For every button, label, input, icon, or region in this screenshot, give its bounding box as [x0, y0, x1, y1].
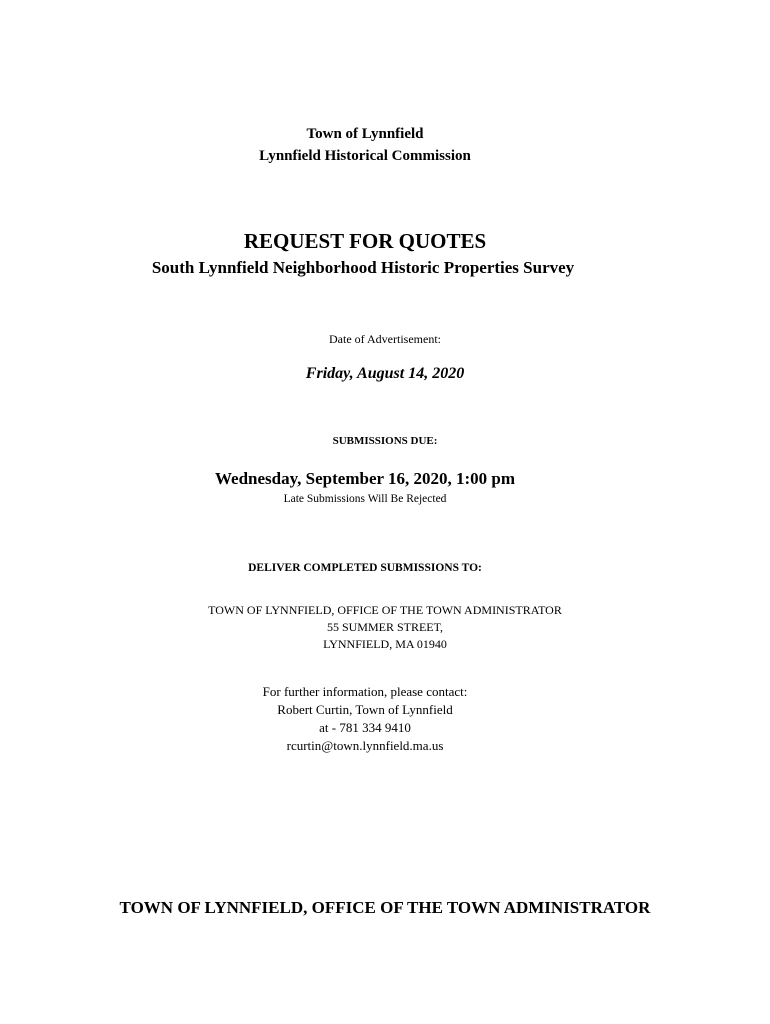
delivery-label: DELIVER COMPLETED SUBMISSIONS TO: — [248, 562, 482, 574]
delivery-address-line-3: LYNNFIELD, MA 01940 — [323, 637, 447, 651]
contact-email: rcurtin@town.lynnfield.ma.us — [286, 738, 444, 753]
delivery-address-line-2: 55 SUMMER STREET, — [326, 620, 444, 634]
contact-phone: at - 781 334 9410 — [319, 720, 411, 735]
submissions-due-date: Wednesday, September 16, 2020, 1:00 pm — [214, 469, 516, 488]
advertisement-date: Friday, August 14, 2020 — [305, 365, 465, 382]
late-submissions-note: Late Submissions Will Be Rejected — [283, 493, 447, 505]
document-title: REQUEST FOR QUOTES — [243, 229, 487, 253]
footer-title: TOWN OF LYNNFIELD, OFFICE OF THE TOWN ADMINISTRATOR — [119, 898, 651, 917]
contact-intro: For further information, please contact: — [262, 684, 468, 699]
contact-name: Robert Curtin, Town of Lynnfield — [277, 702, 453, 717]
header-town-name: Town of Lynnfield — [306, 126, 424, 142]
header-commission-name: Lynnfield Historical Commission — [259, 148, 471, 164]
delivery-address-line-1: TOWN OF LYNNFIELD, OFFICE OF THE TOWN ADMINISTRATOR — [208, 603, 562, 617]
document-subtitle: South Lynnfield Neighborhood Historic Properties Survey — [151, 258, 575, 277]
submissions-due-label: SUBMISSIONS DUE: — [332, 435, 438, 447]
advertisement-date-label: Date of Advertisement: — [329, 332, 441, 346]
